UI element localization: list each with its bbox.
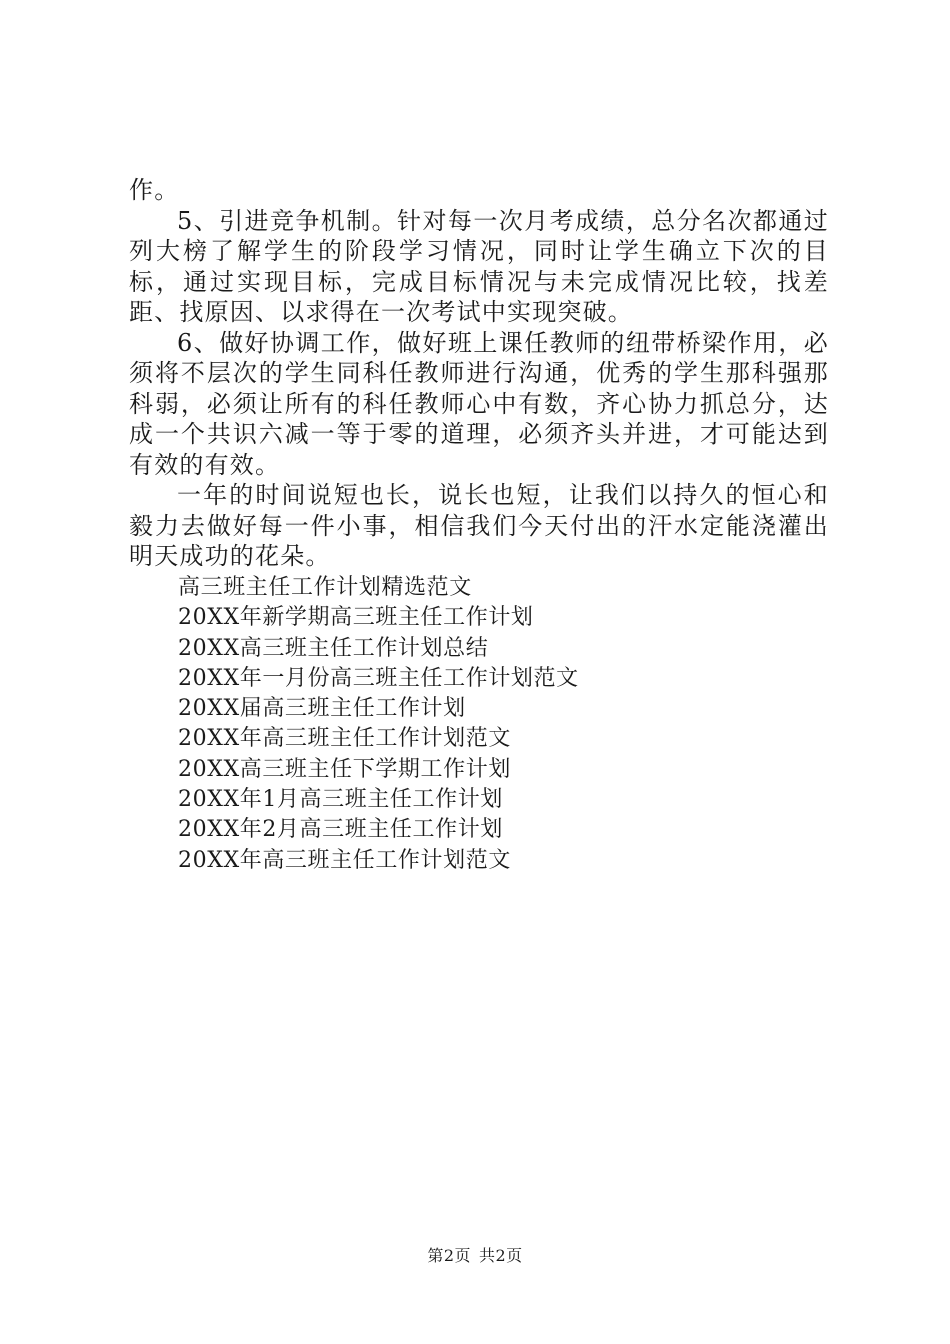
paragraph-continuation: 作。 [129,176,180,204]
related-article-link[interactable]: 20XX届高三班主任工作计划 [178,696,466,722]
related-article-link[interactable]: 20XX高三班主任工作计划总结 [178,635,489,661]
related-article-link[interactable]: 20XX年高三班主任工作计划范文 [178,726,511,752]
page-footer [0,1243,950,1266]
related-article-link[interactable]: 20XX高三班主任下学期工作计划 [178,756,511,782]
paragraph-item-5: 5、引进竞争机制。针对每一次月考成绩，总分名次都通过列大榜了解学生的阶段学习情况，同时让学生确立下次的目标，通过实现目标，完成目标情况与未完成情况比较，找差距、找原因、以求得在一次考试中实现突破。 [129,206,829,326]
paragraph-item-6: 6、做好协调工作，做好班上课任教师的纽带桥梁作用，必须将不层次的学生同科任教师进行沟通，优秀的学生那科强那科弱，必须让所有的科任教师心中有数，齐心协力抓总分，达成一个共识六减一等于零的道理，必须齐头并进，才可能达到有效的有效。 [129,328,829,479]
related-article-link[interactable]: 高三班主任工作计划精选范文 [178,575,472,600]
paragraph-closing: 一年的时间说短也长，说长也短，让我们以持久的恒心和毅力去做好每一件小事，相信我们今天付出的汗水定能浇灌出明天成功的花朵。 [129,481,829,570]
related-article-link[interactable]: 20XX年高三班主任工作计划范文 [178,847,511,873]
related-article-link[interactable]: 20XX年2月高三班主任工作计划 [178,817,503,843]
related-articles-list [178,573,798,876]
related-article-link[interactable]: 20XX年一月份高三班主任工作计划范文 [178,665,579,691]
document-body [129,175,829,572]
page-number: 第2页 [427,1246,471,1265]
related-article-link[interactable]: 20XX年新学期高三班主任工作计划 [178,605,534,631]
related-article-link[interactable]: 20XX年1月高三班主任工作计划 [178,787,503,813]
page-total: 共2页 [479,1246,523,1265]
